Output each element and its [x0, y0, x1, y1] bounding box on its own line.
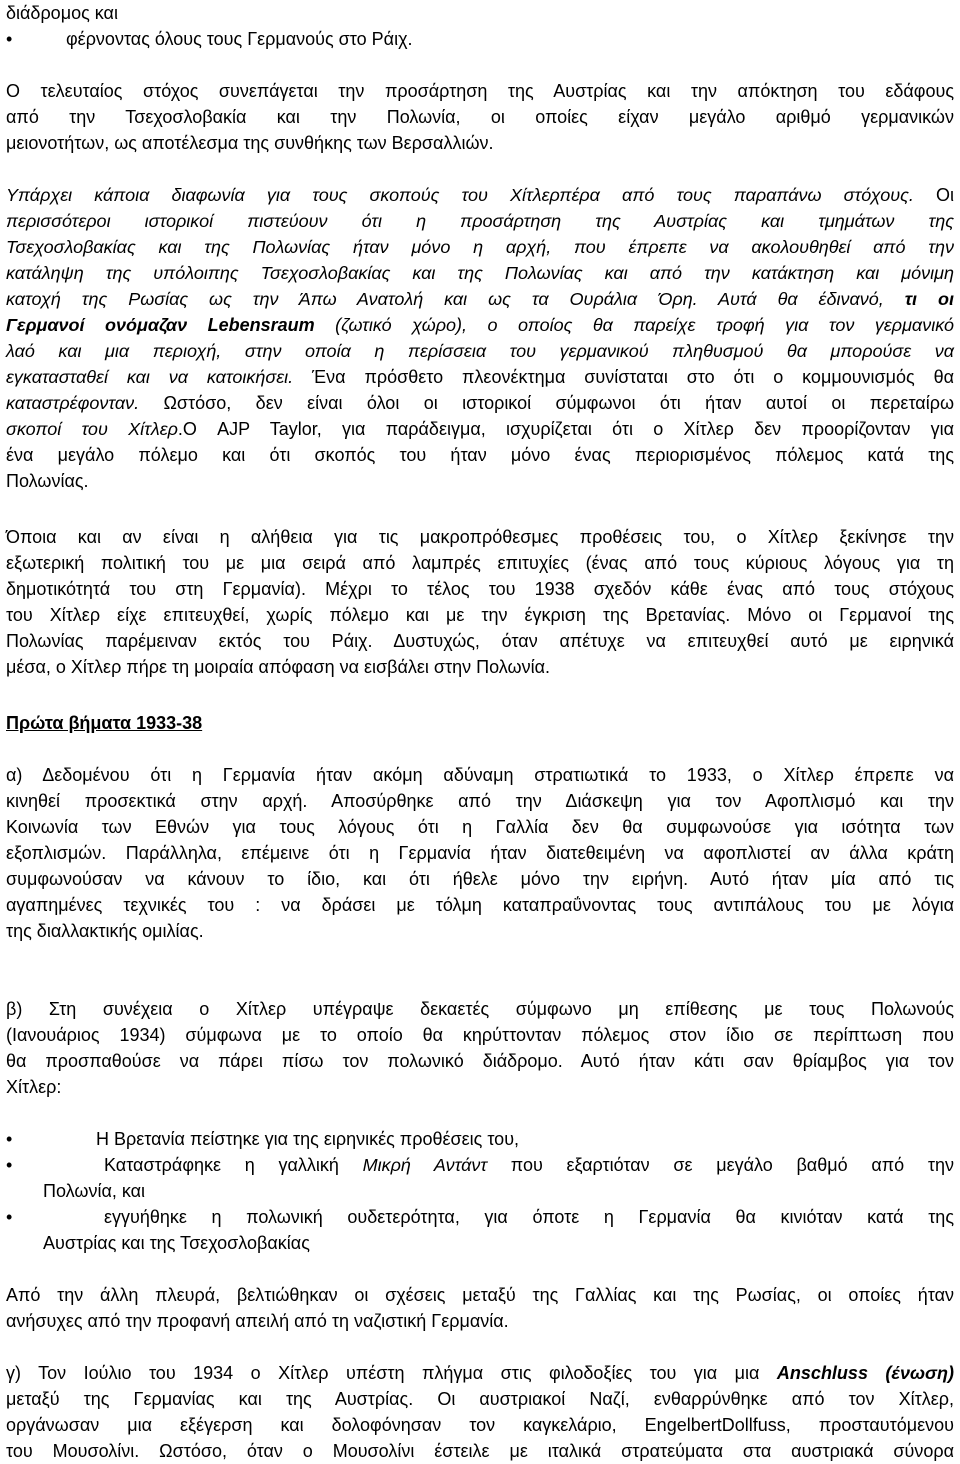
paragraph-2 [6, 182, 954, 494]
text-span: .Ο AJP Taylor, για παράδειγμα, ισχυρίζεται ότι ο Χίτλερ δεν προορίζονταν για [177, 419, 954, 439]
text-line [6, 182, 954, 208]
bullet-icon: • [6, 1155, 13, 1175]
text-span: Αυτά θα έδινανό, [697, 289, 905, 309]
text-line: Πολωνίας παρέμειναν εκτός του Ράιχ. Δυστυχώς, όταν απέτυχε να επιτευχθεί αυτό με ειρηνικά [6, 631, 954, 651]
text-line: κινηθεί προσεκτικά στην αρχή. Αποσύρθηκε από την Διάσκεψη για τον Αφοπλισμό και την [6, 791, 954, 811]
section-heading: Πρώτα βήματα 1933-38 [6, 713, 203, 733]
bullet-text: Η Βρετανία πείστηκε για της ειρηνικές προθέσεις του, [96, 1129, 520, 1149]
paragraph-5 [6, 996, 954, 1100]
bullet-item [6, 1126, 954, 1152]
text-line: α) Δεδομένου ότι η Γερμανία ήταν ακόμη αδύναμη στρατιωτικά το 1933, ο Χίτλερ έπρεπε να [6, 765, 954, 785]
text-line: κατάληψη της υπόλοιπης Τσεχοσλοβακίας και της Πολωνίας και από την κατάκτηση και μόνιμη [6, 263, 954, 283]
text-line [6, 416, 954, 442]
text-line: εξοπλισμών. Παράλληλα, επέμεινε ότι η Γερμανία ήταν διατεθειμένη να αφοπλιστεί αν άλλα κράτη [6, 843, 954, 863]
italic-text: σκοποί του Χίτλερ [6, 419, 178, 439]
text-line: από την Τσεχοσλοβακία και την Πολωνία, οι οποίες είχαν μεγάλο αριθμό γερμανικών [6, 107, 954, 127]
text-line: εξωτερική πολιτική του με μια σειρά από λαμπρές επιτυχίες (ένας από τους κύριους λόγους για τη [6, 553, 954, 573]
text-line: δημοτικότητά του στη Γερμανία). Μέχρι το τέλος του 1938 σχεδόν κάθε ένας από τους στόχους [6, 579, 954, 599]
text-line: β) Στη συνέχεια ο Χίτλερ υπέγραψε δεκαετές σύμφωνο μη επίθεσης με τους Πολωνούς [6, 999, 954, 1019]
text-line: διάδρομος και [6, 3, 118, 23]
text-span: Ένα πρόσθετο πλεονέκτημα συνίσταται στο ότι ο κομμουνισμός θα [293, 367, 954, 387]
bullet-icon: • [6, 29, 13, 49]
italic-text: καταστρέφονταν. [6, 393, 140, 413]
text-line: Χίτλερ: [6, 1077, 62, 1097]
text-line: αγαπημένες τεχνικές του : να δράσει με τόλμη καταπραΰνοντας τους αντιπάλους του με λόγια [6, 895, 954, 915]
bullet-list [6, 1126, 954, 1256]
text-line [6, 312, 954, 338]
text-line: Όποια και αν είναι η αλήθεια για τις μακροπρόθεσμες προθέσεις του, ο Χίτλερ ξεκίνησε την [6, 527, 954, 547]
italic-text: εγκατασταθεί και να κατοικήσει. [6, 367, 294, 387]
italic-text: Υπάρχει κάποια διαφωνία για τους σκοπούς του Χίτλερπέρα από τους παραπάνω στόχους. [6, 185, 914, 205]
text-line: Κοινωνία των Εθνών για τους λόγους ότι η Γαλλία δεν θα συμφωνούσε για ισότητα των [6, 817, 954, 837]
bullet-text: Καταστράφηκε η γαλλική [104, 1155, 363, 1175]
paragraph-6 [6, 1282, 954, 1334]
text-line: (Ιανουάριος 1934) σύμφωνα με το οποίο θα κηρύττονταν πόλεμος στον ίδιο σε περίπτωση που [6, 1025, 954, 1045]
bullet-continuation: Αυστρίας και της Τσεχοσλοβακίας [43, 1233, 310, 1253]
text-line [6, 390, 954, 416]
paragraph-4 [6, 762, 954, 944]
paragraph-3 [6, 524, 954, 680]
text-line: μέσα, ο Χίτλερ πήρε τη μοιραία απόφαση να εισβάλει στην Πολωνία. [6, 657, 550, 677]
bullet-item [6, 1152, 954, 1178]
text-line: Από την άλλη πλευρά, βελτιώθηκαν οι σχέσεις μεταξύ της Γαλλίας και της Ρωσίας, οι οποίες ήταν [6, 1285, 954, 1305]
bullet-text: εγγυήθηκε η πολωνική ουδετερότητα, για όποτε η Γερμανία θα κινιόταν κατά της [104, 1207, 954, 1227]
text-line: μεταξύ της Γερμανίας και της Αυστρίας. Οι αυστριακοί Ναζί, ενθαρρύνθηκε από τον Χίτλερ, [6, 1389, 954, 1409]
text-line: της διαλλακτικής ομιλίας. [6, 921, 204, 941]
text-line: οργάνωσαν μια εξέγερση και δολοφόνησαν τον καγκελάριο, EngelbertDollfuss, προσταυτόμενου [6, 1415, 954, 1435]
paragraph-7 [6, 1360, 954, 1464]
text-line: Τσεχοσλοβακίας και της Πολωνίας ήταν μόνο η αρχή, που έπρεπε να ακολουθηθεί από την [6, 237, 954, 257]
text-line: θα προσπαθούσε να πάρει πίσω τον πολωνικό διάδρομο. Αυτό ήταν κάτι σαν θρίαμβος για τον [6, 1051, 954, 1071]
italic-text: κατοχή της Ρωσίας ως την Άπω Ανατολή και ως τα Ουράλια Όρη. [6, 289, 698, 309]
bullet-text: φέρνοντας όλους τους Γερμανούς στο Ράιχ. [66, 29, 413, 49]
text-line [6, 286, 954, 312]
bullet-item [6, 26, 954, 52]
bullet-icon: • [6, 1129, 13, 1149]
bold-text: τι οι [904, 289, 954, 309]
text-line [6, 1360, 954, 1386]
text-line: του Μουσολίνι. Ωστόσο, όταν ο Μουσολίνι έστειλε με ιταλικά στρατεύματα στα αυστριακά σύνορα [6, 1441, 954, 1461]
text-span: Ωστόσο, δεν είναι όλοι οι ιστορικοί σύμφωνοι ότι ήταν αυτοί οι περεταίρω [139, 393, 954, 413]
text-line: ένα μεγάλο πόλεμο και ότι σκοπός του ήταν μόνο ένας περιορισμένος πόλεμος κατά της [6, 445, 954, 465]
bold-text: Γερμανοί ονόμαζαν Lebensraum [6, 315, 315, 335]
italic-text: Μικρή Αντάντ [362, 1155, 488, 1175]
text-line: λαό και μια περιοχή, στην οποία η περίσσεια του γερμανικού πληθυσμού θα μπορούσε να [6, 341, 954, 361]
text-line: περισσότεροι ιστορικοί πιστεύουν ότι η προσάρτηση της Αυστρίας και τμημάτων της [6, 211, 954, 231]
text-span: (ζωτικό χώρο), ο οποίος θα παρείχε τροφή για τον γερμανικό [314, 315, 954, 335]
text-line: ανήσυχες από την προφανή απειλή από τη ναζιστική Γερμανία. [6, 1311, 509, 1331]
paragraph-1 [6, 78, 954, 156]
text-line: μειονοτήτων, ως αποτέλεσμα της συνθήκης των Βερσαλλιών. [6, 133, 494, 153]
text-line: Ο τελευταίος στόχος συνεπάγεται την προσάρτηση της Αυστρίας και την απόκτηση του εδάφους [6, 81, 954, 101]
bullet-item [6, 1204, 954, 1230]
bold-text: Anschluss (ένωση) [776, 1363, 954, 1383]
bullet-text: που εξαρτιόταν σε μεγάλο βαθμό από την [487, 1155, 954, 1175]
text-line: συμφωνούσαν να κάνουν το ίδιο, και ότι ήθελε μόνο την ειρήνη. Αυτό ήταν μία από τις [6, 869, 954, 889]
text-span: Οι [913, 185, 954, 205]
text-line: Πολωνίας. [6, 471, 89, 491]
text-line: του Χίτλερ είχε επιτευχθεί, χωρίς πόλεμο και με την έγκριση της Βρετανίας. Μόνο οι Γερμανοί της [6, 605, 954, 625]
text-line [6, 364, 954, 390]
bullet-continuation: Πολωνία, και [43, 1181, 146, 1201]
bullet-icon: • [6, 1207, 13, 1227]
text-span: γ) Τον Ιούλιο του 1934 ο Χίτλερ υπέστη πλήγμα στις φιλοδοξίες του για μια [6, 1363, 777, 1383]
